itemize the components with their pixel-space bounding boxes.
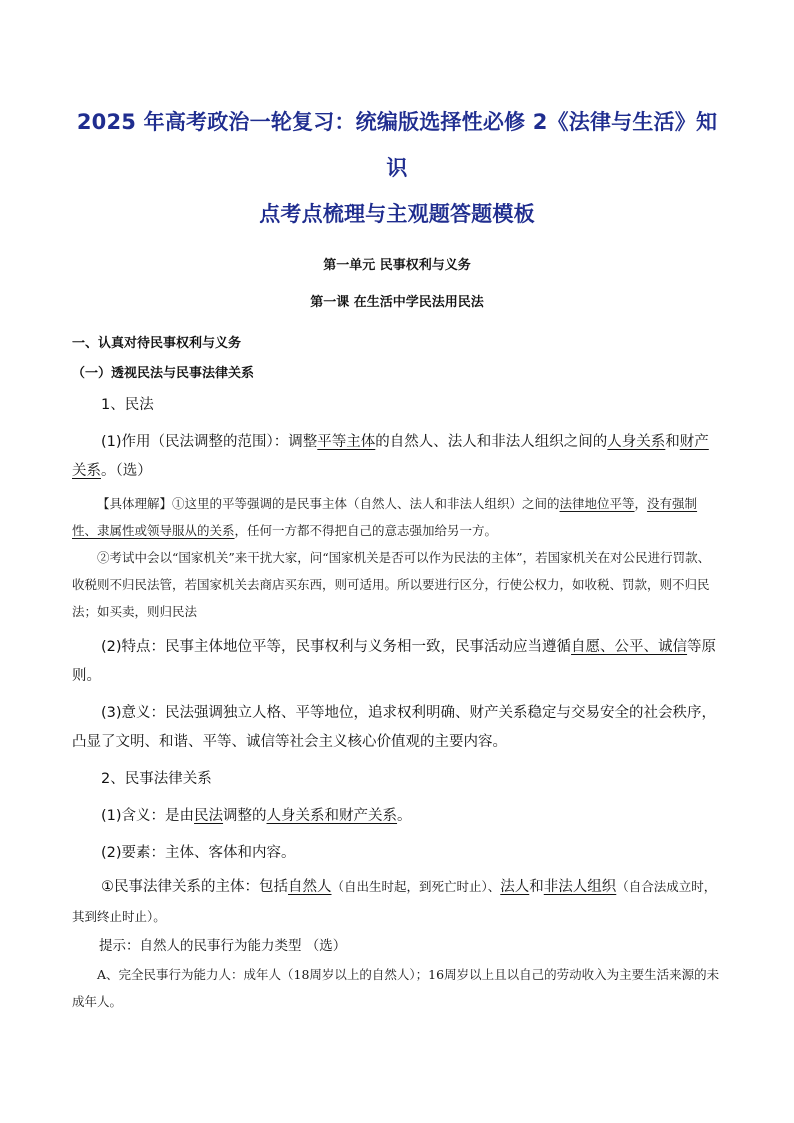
underlined-term: 自愿、公平、诚信 — [571, 639, 688, 655]
lesson-heading: 第一课 在生活中学民法用民法 — [310, 295, 484, 310]
text-run: (1)含义：是由 — [101, 808, 195, 824]
document-title — [72, 0, 722, 237]
text-run: (2)特点：民事主体地位平等，民事权利与义务相一致，民事活动应当遵循 — [101, 639, 572, 655]
paragraph-function — [72, 428, 722, 486]
underlined-term: 财产关系 — [72, 434, 709, 479]
text-run: 调整的 — [223, 808, 267, 824]
text-run: 的自然人、法人和非法人组织之间的 — [375, 434, 608, 450]
paragraph-elements: (2)要素：主体、客体和内容。 — [101, 845, 296, 861]
text-run: ①民事法律关系的主体：包括 — [101, 879, 288, 895]
underlined-term: 平等主体 — [317, 434, 376, 450]
underlined-term: 人身关系 — [607, 434, 666, 450]
paragraph-significance: (3)意义：民法强调独立人格、平等地位，追求权利明确、财产关系稳定与交易安全的社会秩序，凸显了文明、和谐、平等、诚信等社会主义核心价值观的主要内容。 — [72, 705, 717, 750]
underlined-term: 没有强制性、隶属性或领导服从的关系 — [72, 496, 698, 538]
title-line-1: 2025 年高考政治一轮复习：统编版选择性必修 2《法律与生活》知识 — [76, 110, 718, 180]
subsection-heading: （一）透视民法与民事法律关系 — [72, 366, 255, 381]
text-run: ，任何一方都不得把自己的意志强加给另一方。 — [234, 523, 498, 538]
item-heading-civil-legal-relations: 2、民事法律关系 — [101, 771, 212, 787]
underlined-term: 民法 — [194, 808, 224, 824]
paragraph-meaning — [72, 802, 722, 831]
underlined-term: 法律地位平等 — [559, 496, 635, 511]
text-run: 和 — [665, 434, 680, 450]
underlined-term: 自然人 — [288, 879, 332, 895]
text-run: ， — [634, 496, 648, 511]
text-run: 。（选） — [101, 463, 152, 479]
note-state-organs: ②考试中会以“国家机关”来干扰大家，问“国家机关是否可以作为民法的主体”，若国家机关在对公民进行罚款、收税则不归民法管，若国家机关去商店买东西，则可适用。所以要进行区分，行使公权力，如收税、罚款，则不归民法；如买卖，则归民法 — [72, 550, 711, 619]
text-run: (1)作用（民法调整的范围）：调整 — [101, 434, 318, 450]
text-run: （自合法成立时，其到终止时止）。 — [72, 879, 717, 924]
section-heading: 一、认真对待民事权利与义务 — [72, 336, 242, 351]
item-heading-civil-law: 1、民法 — [101, 397, 154, 413]
text-run: 。 — [397, 808, 412, 824]
unit-heading: 第一单元 民事权利与义务 — [323, 258, 471, 273]
note-full-capacity: A、完全民事行为能力人：成年人（18周岁以上的自然人）；16周岁以上且以自己的劳动收入为主要生活来源的未成年人。 — [72, 967, 720, 1009]
underlined-term: 人身关系和财产关系 — [266, 808, 398, 824]
text-run: 【具体理解】①这里的平等强调的是民事主体（自然人、法人和非法人组织）之间的 — [97, 496, 560, 511]
title-line-2: 点考点梳理与主观题答题模板 — [259, 202, 535, 226]
paragraph-features — [72, 633, 722, 691]
paragraph-subjects — [72, 872, 722, 932]
text-run: 等原则。 — [72, 639, 717, 684]
text-run: 和 — [529, 879, 544, 895]
underlined-term: 法人 — [500, 879, 530, 895]
text-run: （自出生时起，到死亡时止）、 — [331, 879, 501, 894]
note-specific-understanding — [72, 490, 722, 544]
underlined-term: 非法人组织 — [543, 879, 617, 895]
tip-line: 提示：自然人的民事行为能力类型 （选） — [99, 938, 347, 954]
